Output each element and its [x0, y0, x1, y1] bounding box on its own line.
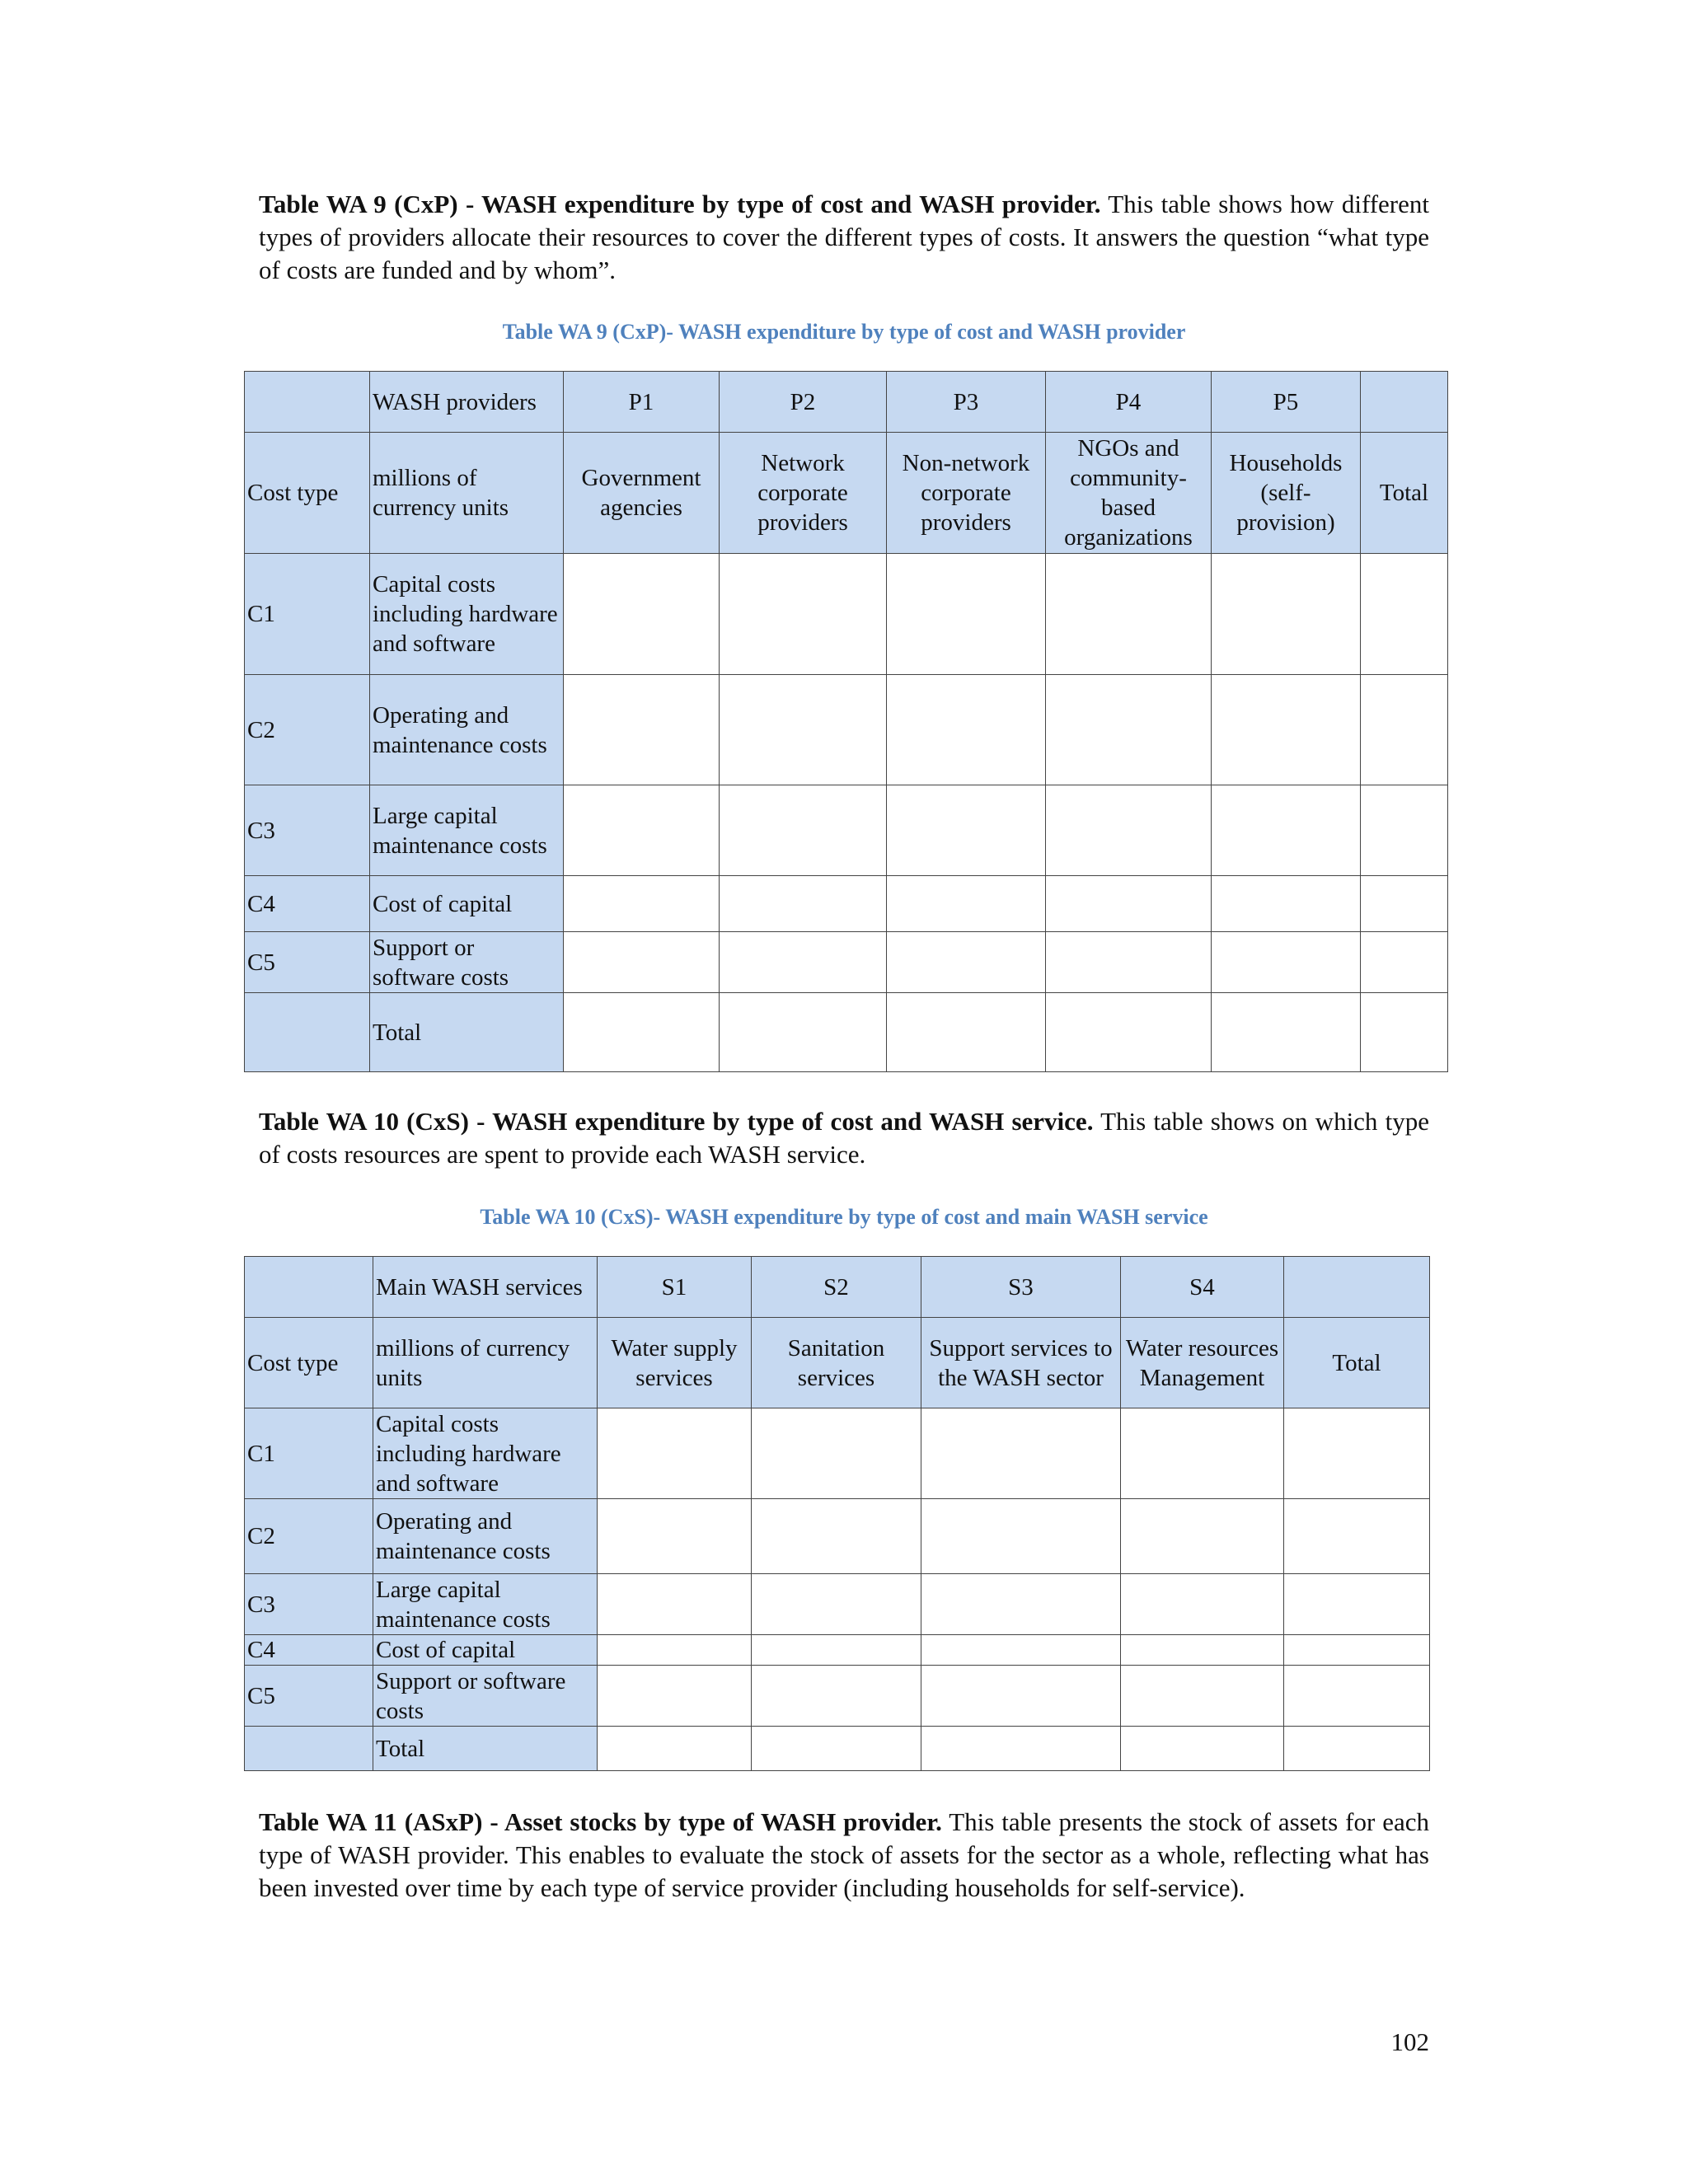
empty-cell: [921, 1574, 1121, 1635]
table-wa9-corner-label: WASH providers: [370, 372, 564, 433]
empty-cell: [1046, 876, 1212, 932]
empty-cell: [752, 1635, 921, 1666]
table-row: [245, 876, 1448, 932]
table-row: [245, 1666, 1430, 1727]
empty-cell: [921, 1727, 1121, 1771]
empty-cell: [720, 554, 887, 675]
empty-cell: [1284, 1408, 1430, 1499]
row-label: Operating and maintenance costs: [370, 675, 564, 785]
row-code: C4: [245, 1635, 373, 1666]
row-code: C3: [245, 785, 370, 876]
table-wa9-code: P2: [720, 372, 887, 433]
table-wa10-unit-label: millions of currency units: [373, 1318, 598, 1408]
table-row: [245, 1408, 1430, 1499]
empty-cell: [921, 1666, 1121, 1727]
empty-cell: [720, 785, 887, 876]
empty-cell: [1121, 1666, 1284, 1727]
empty-cell: [1361, 876, 1448, 932]
empty-cell: [1284, 1499, 1430, 1574]
table-wa10-corner-blank: [245, 1257, 373, 1318]
intro-table-wa11-title: Table WA 11 (ASxP) - Asset stocks by type of WASH provider.: [259, 1807, 942, 1836]
table-wa9-code: P4: [1046, 372, 1212, 433]
table-wa10-row-type-label: Cost type: [245, 1318, 373, 1408]
empty-cell: [1212, 993, 1361, 1072]
table-wa10: [244, 1256, 1430, 1771]
row-label: Large capital maintenance costs: [370, 785, 564, 876]
empty-cell: [1212, 554, 1361, 675]
row-code: C3: [245, 1574, 373, 1635]
empty-cell: [1121, 1574, 1284, 1635]
empty-cell: [720, 993, 887, 1072]
table-wa9-unit-label: millions of currency units: [370, 433, 564, 554]
empty-cell: [564, 554, 720, 675]
empty-cell: [887, 554, 1046, 675]
table-wa9-column-header: Government agencies: [564, 433, 720, 554]
intro-table-wa9: [259, 188, 1429, 287]
table-wa10-column-header: Water resources Management: [1121, 1318, 1284, 1408]
empty-cell: [887, 785, 1046, 876]
empty-cell: [1212, 932, 1361, 993]
table-wa9: [244, 371, 1448, 1072]
empty-cell: [887, 993, 1046, 1072]
row-code: C2: [245, 1499, 373, 1574]
empty-cell: [564, 932, 720, 993]
row-label: Large capital maintenance costs: [373, 1574, 598, 1635]
empty-cell: [1361, 993, 1448, 1072]
empty-cell: [1121, 1499, 1284, 1574]
table-wa10-column-header: Support services to the WASH sector: [921, 1318, 1121, 1408]
empty-cell: [1121, 1408, 1284, 1499]
table-row: [245, 1635, 1430, 1666]
empty-cell: [564, 785, 720, 876]
empty-cell: [887, 876, 1046, 932]
empty-cell: [564, 876, 720, 932]
intro-table-wa10-title: Table WA 10 (CxS) - WASH expenditure by type of cost and WASH service.: [259, 1107, 1094, 1136]
empty-cell: [1121, 1635, 1284, 1666]
empty-cell: [887, 932, 1046, 993]
empty-cell: [752, 1499, 921, 1574]
empty-cell: [1284, 1666, 1430, 1727]
empty-cell: [1046, 785, 1212, 876]
table-wa9-header-row: [245, 433, 1448, 554]
table-wa10-code: S2: [752, 1257, 921, 1318]
table-wa10-code: S4: [1121, 1257, 1284, 1318]
empty-cell: [564, 675, 720, 785]
empty-cell: [720, 675, 887, 785]
empty-cell: [1361, 932, 1448, 993]
table-wa9-code: P1: [564, 372, 720, 433]
table-wa9-total-header: Total: [1361, 433, 1448, 554]
row-code: C1: [245, 1408, 373, 1499]
table-row: [245, 675, 1448, 785]
row-code: C5: [245, 932, 370, 993]
row-code: C1: [245, 554, 370, 675]
row-code: C4: [245, 876, 370, 932]
empty-cell: [598, 1408, 752, 1499]
empty-cell: [1284, 1574, 1430, 1635]
table-wa10-column-header: Sanitation services: [752, 1318, 921, 1408]
table-total-row: [245, 993, 1448, 1072]
table-row: [245, 932, 1448, 993]
row-label: Cost of capital: [373, 1635, 598, 1666]
table-wa9-code: P3: [887, 372, 1046, 433]
table-row: [245, 1574, 1430, 1635]
empty-cell: [598, 1574, 752, 1635]
table-total-row: [245, 1727, 1430, 1771]
empty-cell: [720, 932, 887, 993]
empty-cell: [720, 876, 887, 932]
empty-cell: [752, 1727, 921, 1771]
table-wa10-corner-label: Main WASH services: [373, 1257, 598, 1318]
row-label: Support or software costs: [373, 1666, 598, 1727]
empty-cell: [1361, 675, 1448, 785]
caption-table-wa9: Table WA 9 (CxP)- WASH expenditure by type of cost and WASH provider: [502, 320, 1186, 344]
empty-cell: [1121, 1727, 1284, 1771]
table-wa9-code: P5: [1212, 372, 1361, 433]
row-label: Cost of capital: [370, 876, 564, 932]
empty-cell: [1284, 1635, 1430, 1666]
row-code: [245, 1727, 373, 1771]
empty-cell: [752, 1408, 921, 1499]
table-row: [245, 554, 1448, 675]
empty-cell: [1212, 876, 1361, 932]
empty-cell: [1361, 785, 1448, 876]
row-label: Support or software costs: [370, 932, 564, 993]
intro-table-wa10-text: This table shows on which type of costs resources are spent to provide each WASH service.: [259, 1107, 1429, 1169]
intro-table-wa9-text: This table shows how different types of providers allocate their resources to cover the different types of costs. It answers the question “what type of costs are funded and by whom”.: [259, 190, 1430, 284]
empty-cell: [1046, 993, 1212, 1072]
row-label: Operating and maintenance costs: [373, 1499, 598, 1574]
empty-cell: [921, 1408, 1121, 1499]
empty-cell: [921, 1499, 1121, 1574]
table-wa9-code-blank: [1361, 372, 1448, 433]
table-wa9-row-type-label: Cost type: [245, 433, 370, 554]
table-wa9-column-header: Network corporate providers: [720, 433, 887, 554]
page-number: 102: [1390, 2027, 1429, 2056]
table-wa9-column-header: NGOs and community-based organizations: [1046, 433, 1212, 554]
table-wa10-header-row: [245, 1318, 1430, 1408]
table-wa9-column-header: Households (self-provision): [1212, 433, 1361, 554]
row-label: Capital costs including hardware and software: [373, 1408, 598, 1499]
empty-cell: [1046, 932, 1212, 993]
row-code: C5: [245, 1666, 373, 1727]
empty-cell: [921, 1635, 1121, 1666]
empty-cell: [598, 1727, 752, 1771]
empty-cell: [564, 993, 720, 1072]
table-wa9-corner-blank: [245, 372, 370, 433]
empty-cell: [598, 1666, 752, 1727]
empty-cell: [598, 1499, 752, 1574]
empty-cell: [1284, 1727, 1430, 1771]
table-wa10-code-row: [245, 1257, 1430, 1318]
row-code: C2: [245, 675, 370, 785]
table-wa10-code-blank: [1284, 1257, 1430, 1318]
empty-cell: [1046, 554, 1212, 675]
empty-cell: [887, 675, 1046, 785]
empty-cell: [1212, 785, 1361, 876]
table-wa10-code: S3: [921, 1257, 1121, 1318]
empty-cell: [1046, 675, 1212, 785]
intro-table-wa9-title: Table WA 9 (CxP) - WASH expenditure by type of cost and WASH provider.: [259, 190, 1101, 218]
row-code: [245, 993, 370, 1072]
table-row: [245, 785, 1448, 876]
row-label: Total: [373, 1727, 598, 1771]
caption-table-wa10: Table WA 10 (CxS)- WASH expenditure by type of cost and main WASH service: [480, 1205, 1208, 1229]
empty-cell: [1212, 675, 1361, 785]
intro-table-wa11-text: This table presents the stock of assets for each type of WASH provider. This enables to evaluate the stock of assets for the sector as a whole, reflecting what has been invested over time by each type of service provider (including households for self-service).: [259, 1807, 1430, 1902]
table-wa10-code: S1: [598, 1257, 752, 1318]
empty-cell: [1361, 554, 1448, 675]
empty-cell: [598, 1635, 752, 1666]
intro-table-wa11: [259, 1806, 1429, 1905]
row-label: Total: [370, 993, 564, 1072]
table-row: [245, 1499, 1430, 1574]
table-wa9-code-row: [245, 372, 1448, 433]
empty-cell: [752, 1666, 921, 1727]
table-wa10-total-header: Total: [1284, 1318, 1430, 1408]
table-wa10-column-header: Water supply services: [598, 1318, 752, 1408]
row-label: Capital costs including hardware and software: [370, 554, 564, 675]
table-wa9-column-header: Non-network corporate providers: [887, 433, 1046, 554]
intro-table-wa10: [259, 1105, 1429, 1171]
empty-cell: [752, 1574, 921, 1635]
